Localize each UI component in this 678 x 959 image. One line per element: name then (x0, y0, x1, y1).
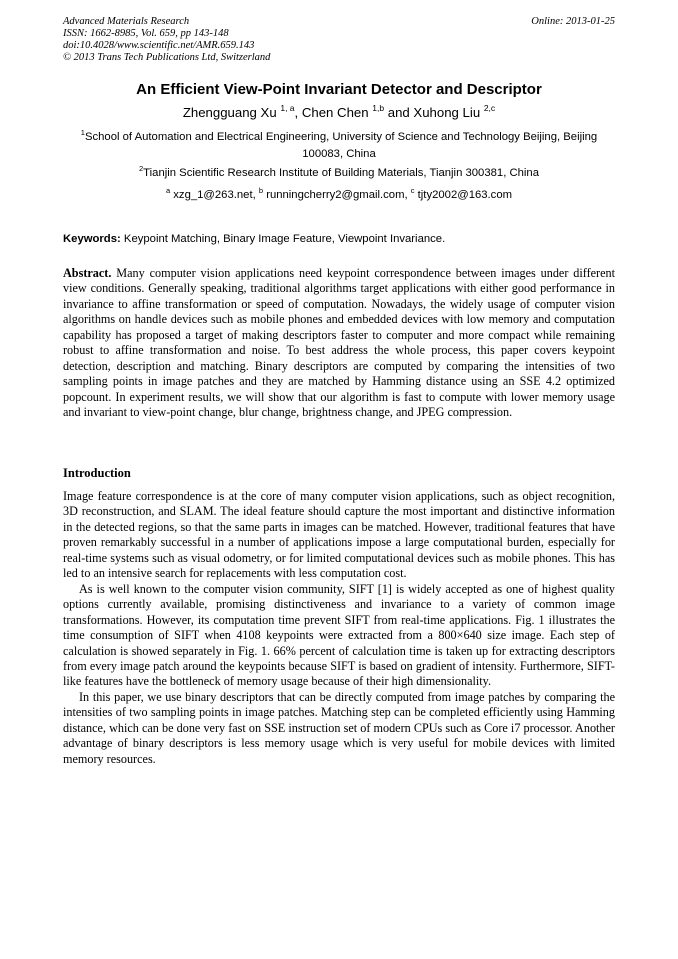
email-sup: c (410, 186, 415, 195)
author-name: Chen Chen (301, 105, 369, 120)
affiliation-text: Tianjin Scientific Research Institute of Building Materials, Tianjin 300381, China (143, 167, 539, 179)
author-separator: , (294, 105, 302, 120)
intro-paragraph: Image feature correspondence is at the core of many computer vision applications, such as object recognition, 3D reconstruction, and SLAM. The ideal feature should capture the most important and distinctive information in the detected regions, so that the same parts in images can be matched. However, traditional features that have proven remarkably successful in a number of applications impose a large computational burden, especially for real-time systems such as visual odometry, or for limited computational devices such as mobile phones. This has led to an intensive search for replacements with less computation cost. (63, 489, 615, 581)
author-sup: 1,b (372, 103, 385, 113)
author-name: Zhengguang Xu (182, 105, 277, 120)
affiliation-1 (63, 129, 615, 163)
keywords-label: Keywords: (63, 233, 121, 245)
journal-name: Advanced Materials Research (63, 16, 190, 27)
intro-paragraph: In this paper, we use binary descriptors that can be directly computed from image patches by comparing the intensities of two sampling points in image patches. Matching step can be completed efficiently using Hamming distance, which can be done very fast on SSE instruction set of modern CPUs such as Core i7 processor. Another advantage of binary descriptors is less memory usage which is very useful for mobile devices with limited memory resources. (63, 689, 615, 766)
email-c[interactable]: tjty2002@163.com (417, 189, 513, 201)
abstract-text: Many computer vision applications need keypoint correspondence between images under different view conditions. Generally speaking, traditional algorithms target applications with either good performance in invariance to affine transformation or speed of computation. Nowadays, the widely usage of computer vision algorithms on handle devices such as mobile phones and embedded devices with low memory and computation capability has proposed a target of making descriptors faster to computer and more compact while remaining robust to affine transformation and noise. To best address the whole process, this paper covers keypoint detection, description and matching. Binary descriptors are computed by comparing the intensities of two sampling points in image patches and they are matched by Hamming distance using an SSE 4.2 optimized popcount. In experiment results, we will show that our algorithm is fast to compute with lower memory usage and invariant to view-point change, blur change, brightness change, and JPEG compression. (63, 266, 615, 420)
affiliation-sup: 1 (80, 128, 85, 137)
author-name: Xuhong Liu (413, 105, 481, 120)
keywords-text: Keypoint Matching, Binary Image Feature, Viewpoint Invariance. (123, 233, 446, 245)
author-sup: 2,c (483, 103, 496, 113)
email-sup: a (165, 186, 171, 195)
introduction-heading: Introduction (63, 466, 131, 480)
abstract-label: Abstract. (63, 266, 112, 280)
author-separator: and (384, 105, 414, 120)
affiliation-sup: 2 (139, 164, 144, 173)
paper-title: An Efficient View-Point Invariant Detector and Descriptor (136, 81, 542, 98)
author-sup: 1, a (280, 103, 295, 113)
online-date: Online: 2013-01-25 (531, 16, 615, 27)
issn-line: ISSN: 1662-8985, Vol. 659, pp 143-148 (63, 28, 229, 39)
author-emails (0, 187, 678, 204)
affiliation-2 (0, 165, 678, 182)
email-b[interactable]: runningcherry2@gmail.com, (266, 189, 408, 201)
author-list (0, 104, 678, 122)
keywords (63, 231, 615, 247)
affiliation-text: School of Automation and Electrical Engineering, University of Science and Technology Beijing, Beijing 100083, China (84, 131, 598, 160)
copyright-line: © 2013 Trans Tech Publications Ltd, Switzerland (63, 52, 271, 63)
doi-line: doi:10.4028/www.scientific.net/AMR.659.143 (63, 40, 255, 51)
email-a[interactable]: xzg_1@263.net, (173, 189, 256, 201)
abstract (63, 266, 615, 421)
intro-paragraph: As is well known to the computer vision community, SIFT [1] is widely accepted as one of highest quality options currently available, promising distinctiveness and invariance to a variety of common image transformations. However, its computation time prevent SIFT from real-time applications. Fig. 1 illustrates the time consumption of SIFT when 4108 keypoints were extracted from a 800×640 size image. Each step of calculation is showed separately in Fig. 1. 66% percent of calculation time is taken up for extracting descriptors from every image patch around the keypoints because SIFT is based on gradient of intensity. Furthermore, SIFT-like features have the bottleneck of memory usage because of their high dimensionality. (63, 581, 615, 689)
email-sup: b (258, 186, 264, 195)
introduction-body (63, 489, 615, 767)
journal-header (63, 16, 270, 64)
